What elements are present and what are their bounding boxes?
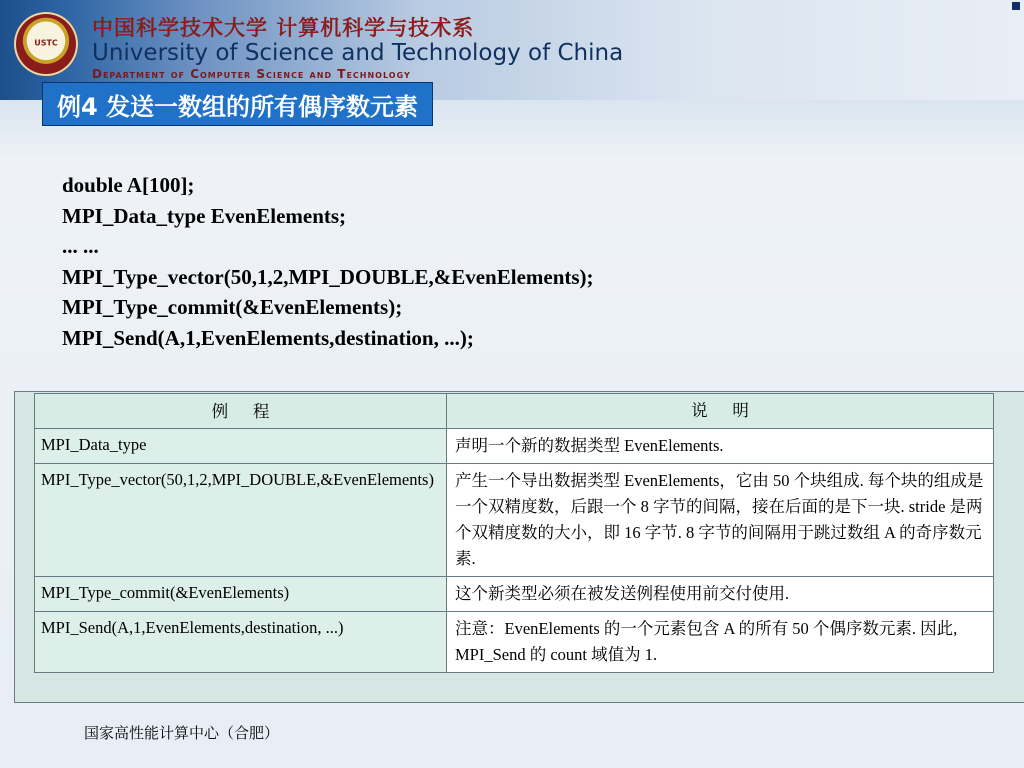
slide-title [42,82,433,126]
table-header-row [35,394,994,429]
table-row [35,464,994,577]
header-routine: 例 程 [35,394,447,429]
code-block [62,170,594,354]
code-line: double A[100]; [62,173,195,197]
code-line: MPI_Type_vector(50,1,2,MPI_DOUBLE,&EvenElements); [62,264,594,289]
code-line: MPI_Data_type EvenElements; [62,203,347,228]
code-line: ... ... [62,234,99,259]
table-row [35,429,994,464]
footer-text: 国家高性能计算中心（合肥） [84,724,280,742]
logo-text: USTC [34,38,58,48]
corner-mark [1012,2,1020,10]
university-name-en: University of Science and Technology of China [92,40,624,66]
routine-cell: MPI_Type_commit(&EvenElements) [35,577,447,612]
description-cell: 注意：EvenElements 的一个元素包含 A 的所有 50 个偶序数元素. 因此, MPI_Send 的 count 域值为 1. [447,612,994,673]
table-row [35,612,994,673]
description-cell: 声明一个新的数据类型 EvenElements. [447,429,994,464]
description-cell: 这个新类型必须在被发送例程使用前交付使用. [447,577,994,612]
code-line: MPI_Send(A,1,EvenElements,destination, ...); [62,325,474,350]
department-name-en: Department of Computer Science and Technology [92,67,411,81]
table-row [35,577,994,612]
description-cell: 产生一个导出数据类型 EvenElements，它由 50 个块组成. 每个块的组成是一个双精度数，后跟一个 8 字节的间隔，接在后面的是下一块. stride 是两个双精度数的大小，即 16 字节. 8 字节的间隔用于跳过数组 A 的奇序数元素. [447,464,994,577]
routine-cell: MPI_Type_vector(50,1,2,MPI_DOUBLE,&EvenElements) [35,464,447,577]
slide-title-text: 例4 发送一数组的所有偶序数元素 [57,92,419,121]
university-logo-icon [14,12,78,76]
routine-table [34,393,994,673]
routine-cell: MPI_Send(A,1,EvenElements,destination, ...) [35,612,447,673]
university-name-cn: 中国科学技术大学 计算机科学与技术系 [92,16,475,40]
code-line: MPI_Type_commit(&EvenElements); [62,295,403,320]
routine-cell: MPI_Data_type [35,429,447,464]
header-description: 说 明 [447,394,994,429]
